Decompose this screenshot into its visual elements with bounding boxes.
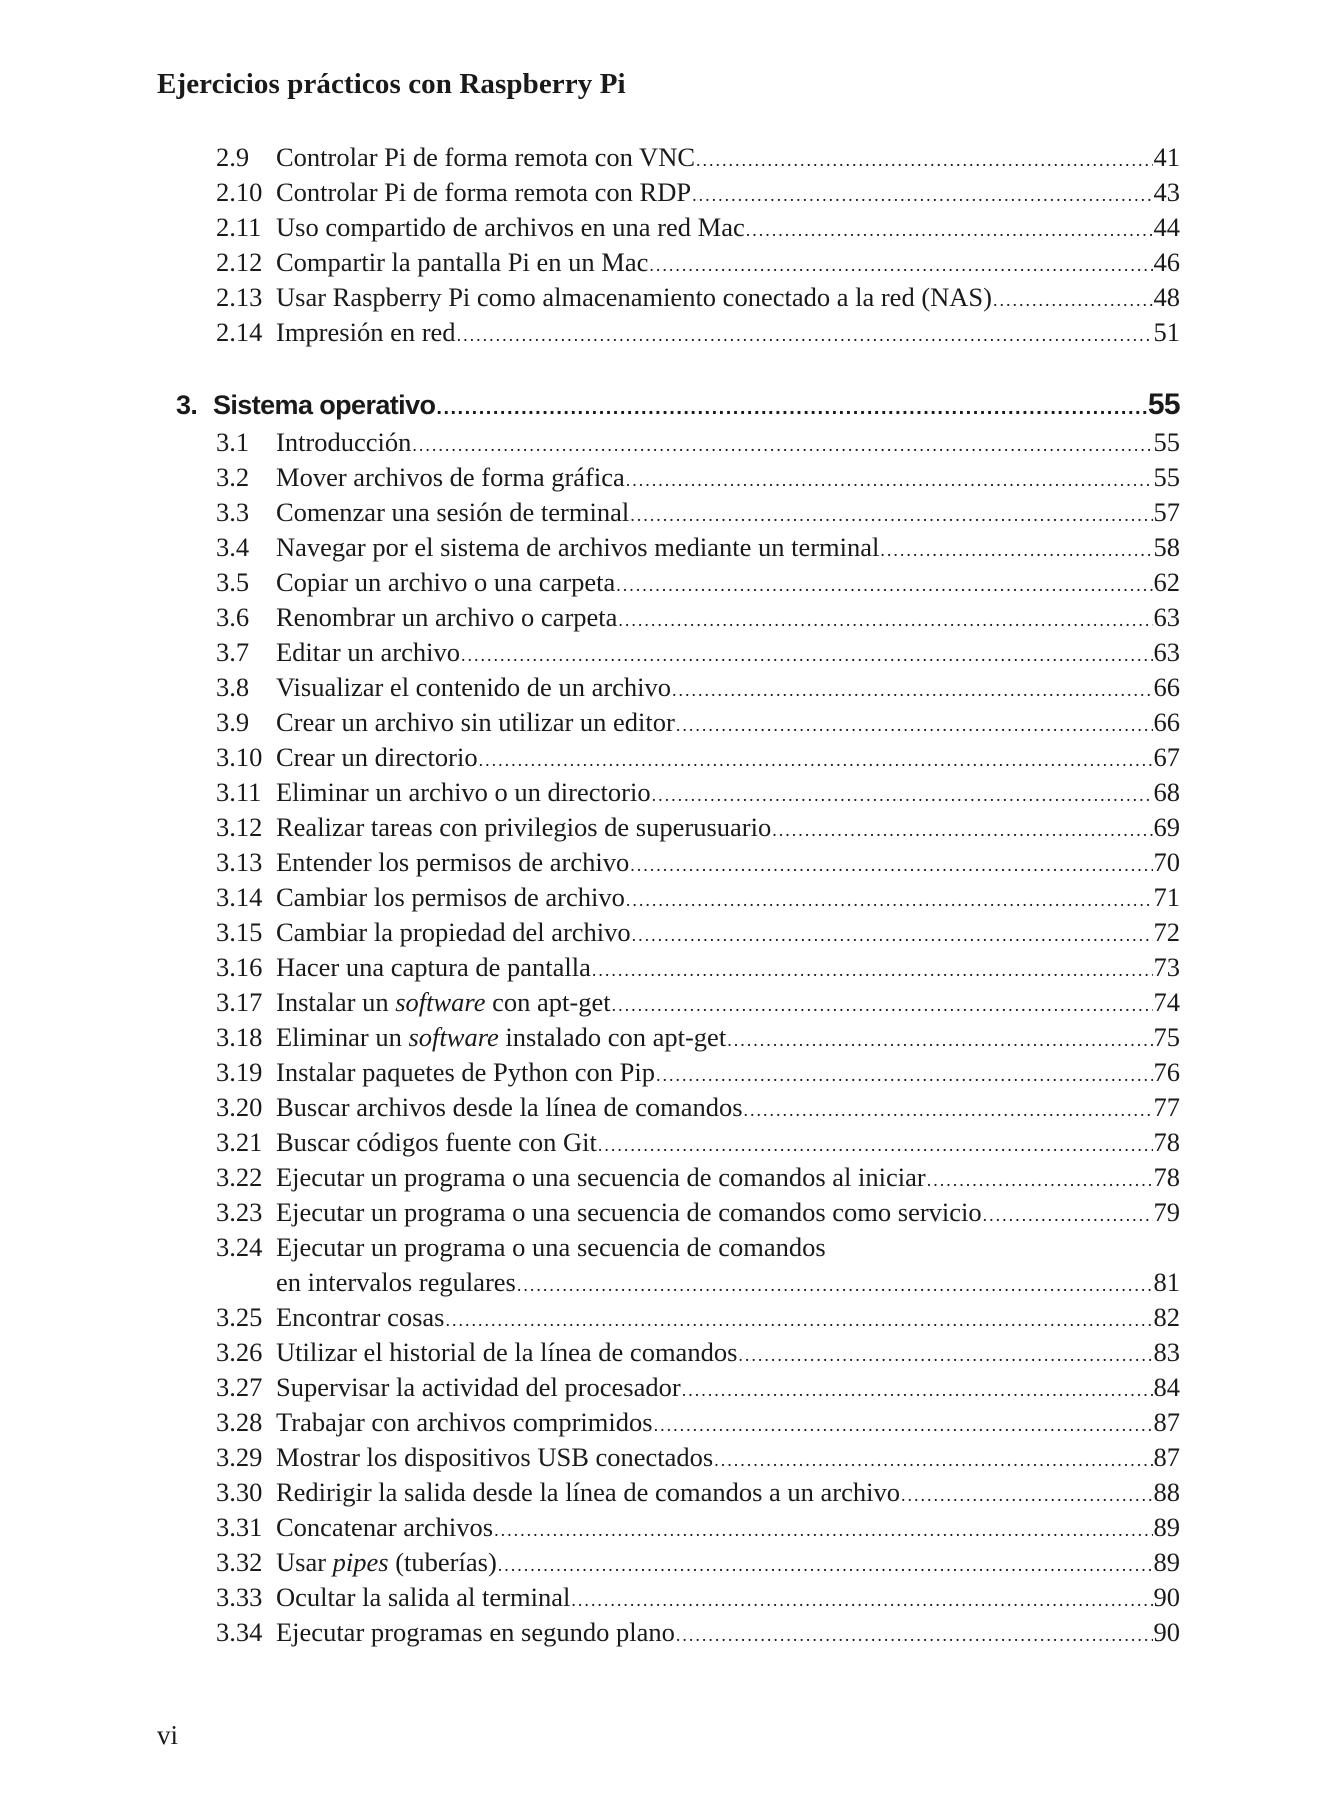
entry-page-number: 63 [1153,602,1180,632]
entry-number: 3.11 [216,777,262,807]
toc-entry[interactable] [0,985,1339,1020]
entry-title-part: instalado con apt-get [498,1022,727,1052]
dot-leader [461,638,1153,673]
toc-entry[interactable] [0,600,1339,635]
entry-title: Ocultar la salida al terminal [276,1582,571,1612]
entry-title-line [276,880,1180,918]
entry-title-line [276,1265,1180,1303]
entry-title-line [276,425,1180,463]
entry-title-line [276,175,1180,213]
dot-leader [927,1163,1153,1198]
entry-title-line [276,1300,1180,1338]
entry-title-line [276,1230,1180,1265]
entry-title-line [276,315,1180,353]
entry-number: 3.10 [216,742,263,772]
entry-page-number: 72 [1153,917,1180,947]
entry-page-number: 62 [1153,567,1180,597]
entry-title-line [276,915,1180,953]
entry-number: 3.5 [216,567,250,597]
entry-page-number: 89 [1153,1512,1180,1542]
entry-page-number: 75 [1153,1022,1180,1052]
toc-entry[interactable] [0,1300,1339,1335]
entry-title-line [276,1160,1180,1198]
toc-entry-continuation[interactable] [0,1265,1339,1300]
entry-title: Concatenar archivos [276,1512,494,1542]
entry-page-number: 66 [1153,707,1180,737]
toc-entry[interactable] [0,1370,1339,1405]
dot-leader [682,1373,1153,1408]
entry-title-part: (tuberías) [388,1547,497,1577]
toc-entry[interactable] [0,845,1339,880]
entry-title: Hacer una captura de pantalla [276,952,591,982]
entry-title: Ejecutar un programa o una secuencia de comandos como servicio [276,1197,982,1227]
entry-title: Utilizar el historial de la línea de comandos [276,1337,738,1367]
entry-page-number: 51 [1153,317,1180,347]
entry-number: 3.7 [216,637,250,667]
dot-leader [632,918,1153,953]
toc-entry[interactable] [0,1160,1339,1195]
entry-title-line [276,1090,1180,1128]
page-folio: vi [157,1720,179,1750]
entry-page-number: 66 [1153,672,1180,702]
entry-title-line [276,565,1180,603]
entry-number: 3.34 [216,1617,263,1647]
entry-page-number: 89 [1153,1547,1180,1577]
entry-page-number: 69 [1153,812,1180,842]
entry-title: Crear un directorio [276,742,478,772]
entry-title: Crear un archivo sin utilizar un editor [276,707,675,737]
entry-page-number: 74 [1153,987,1180,1017]
dot-leader [676,708,1153,743]
entry-title-line [276,1405,1180,1443]
entry-number: 3.25 [216,1302,263,1332]
toc-entry[interactable] [0,775,1339,810]
entry-title-line [276,635,1180,673]
entry-title-continuation: en intervalos regulares [276,1267,516,1297]
entry-number: 3.18 [216,1022,263,1052]
entry-page-number: 63 [1153,637,1180,667]
toc-entry[interactable] [0,810,1339,845]
dot-leader [649,248,1152,283]
chapter-title-line [213,385,1180,428]
entry-number: 2.13 [216,282,263,312]
entry-number: 2.9 [216,142,250,172]
dot-leader [993,283,1153,318]
toc-entry[interactable] [0,915,1339,950]
entry-title-line [276,280,1180,318]
dot-leader [714,1443,1152,1478]
entry-number: 3.15 [216,917,263,947]
toc-entry[interactable] [0,245,1339,280]
entry-number: 3.33 [216,1582,263,1612]
entry-number: 3.23 [216,1197,263,1227]
toc-entry[interactable] [0,1615,1339,1650]
entry-title-line [276,1545,1180,1583]
entry-page-number: 77 [1153,1092,1180,1122]
dot-leader [652,778,1153,813]
entry-title: Editar un archivo [276,637,460,667]
toc-entry[interactable] [0,565,1339,600]
dot-leader [616,568,1152,603]
toc-entry[interactable] [0,175,1339,210]
dot-leader [654,1408,1153,1443]
dot-leader [676,1618,1153,1653]
entry-title: Trabajar con archivos comprimidos [276,1407,653,1437]
toc-entry[interactable] [0,1405,1339,1440]
toc-entry[interactable] [0,880,1339,915]
dot-leader [571,1583,1152,1618]
dot-leader [630,498,1152,533]
entry-title-part: Instalar un [276,987,396,1017]
entry-page-number: 55 [1153,462,1180,492]
chapter-title: Sistema operativo [213,390,436,420]
toc-entry[interactable] [0,495,1339,530]
entry-number: 3.27 [216,1372,263,1402]
toc-section-3 [0,425,1339,1650]
toc-entry[interactable] [0,1580,1339,1615]
dot-leader [618,603,1152,638]
entry-title: Ejecutar un programa o una secuencia de comandos al iniciar [276,1162,926,1192]
entry-number: 3.31 [216,1512,263,1542]
entry-title: Encontrar cosas [276,1302,445,1332]
entry-page-number: 78 [1153,1127,1180,1157]
dot-leader [494,1513,1152,1548]
toc-entry[interactable] [0,1055,1339,1090]
entry-number: 3.29 [216,1442,263,1472]
entry-number: 3.2 [216,462,250,492]
entry-title-line [276,985,1180,1023]
toc-entry[interactable] [0,1090,1339,1125]
entry-title: Eliminar un archivo o un directorio [276,777,651,807]
entry-number: 3.28 [216,1407,263,1437]
toc-entry[interactable] [0,740,1339,775]
entry-title: Renombrar un archivo o carpeta [276,602,618,632]
toc-entry[interactable] [0,670,1339,705]
entry-title-line [276,1615,1180,1653]
dot-leader [436,388,1146,428]
entry-page-number: 87 [1153,1407,1180,1437]
entry-page-number: 48 [1153,282,1180,312]
entry-title-italic: software [408,1022,499,1052]
entry-title-line [276,1125,1180,1163]
dot-leader [656,1058,1152,1093]
chapter-page-number: 55 [1147,388,1180,421]
entry-title-line [276,670,1180,708]
entry-page-number: 68 [1153,777,1180,807]
entry-page-number: 82 [1153,1302,1180,1332]
entry-number: 3.24 [216,1232,263,1262]
toc-entry[interactable] [0,1545,1339,1580]
entry-page-number: 79 [1153,1197,1180,1227]
entry-number: 3.22 [216,1162,263,1192]
entry-number: 2.14 [216,317,263,347]
entry-title-italic: software [395,987,486,1017]
entry-title-line [276,845,1180,883]
entry-page-number: 78 [1153,1162,1180,1192]
entry-title: Redirigir la salida desde la línea de comandos a un archivo [276,1477,901,1507]
entry-title-part: Eliminar un [276,1022,409,1052]
entry-number: 3.20 [216,1092,263,1122]
entry-number: 3.14 [216,882,263,912]
toc-entry[interactable] [0,950,1339,985]
dot-leader [630,848,1152,883]
entry-title: Impresión en red [276,317,456,347]
entry-page-number: 81 [1153,1267,1180,1297]
entry-title-line [276,1370,1180,1408]
dot-leader [738,1338,1152,1373]
entry-page-number: 73 [1153,952,1180,982]
entry-title-italic: pipes [332,1547,389,1577]
entry-title-line [276,1580,1180,1618]
entry-title-line [276,140,1180,178]
entry-title: Visualizar el contenido de un archivo [276,672,672,702]
entry-title: Buscar códigos fuente con Git [276,1127,597,1157]
dot-leader [446,1303,1153,1338]
entry-number: 2.12 [216,247,263,277]
entry-title-line [276,530,1180,568]
entry-title-line [276,495,1180,533]
entry-title-line [276,1475,1180,1513]
toc-entry[interactable] [0,1510,1339,1545]
toc-entry[interactable] [0,460,1339,495]
dot-leader [592,953,1153,988]
entry-page-number: 83 [1153,1337,1180,1367]
entry-title-line [276,705,1180,743]
toc-entry[interactable] [0,1335,1339,1370]
entry-title: Comenzar una sesión de terminal [276,497,630,527]
section-gap [0,350,1339,385]
toc-entry[interactable] [0,530,1339,565]
entry-page-number: 84 [1153,1372,1180,1402]
entry-title [276,1020,726,1055]
entry-number: 3.30 [216,1477,263,1507]
entry-title-line [276,460,1180,498]
entry-page-number: 43 [1153,177,1180,207]
entry-number: 3.9 [216,707,250,737]
entry-number: 3.1 [216,427,250,457]
entry-title-line [276,775,1180,813]
dot-leader [901,1478,1152,1513]
entry-page-number: 41 [1153,142,1180,172]
toc-entry[interactable] [0,1440,1339,1475]
toc-section-2-continued [0,140,1339,350]
entry-page-number: 44 [1153,212,1180,242]
table-of-contents [0,140,1339,1650]
entry-title: Mostrar los dispositivos USB conectados [276,1442,714,1472]
entry-title: Supervisar la actividad del procesador [276,1372,681,1402]
entry-title-line [276,1335,1180,1373]
dot-leader [672,673,1152,708]
entry-number: 3.12 [216,812,263,842]
dot-leader [626,463,1153,498]
dot-leader [412,428,1152,463]
dot-leader [727,1023,1152,1058]
entry-title-line [276,245,1180,283]
entry-number: 3.26 [216,1337,263,1367]
entry-number: 3.16 [216,952,263,982]
toc-entry[interactable] [0,1230,1339,1265]
entry-number: 3.8 [216,672,250,702]
entry-title: Introducción [276,427,412,457]
chapter-number: 3. [176,390,198,420]
dot-leader [880,533,1152,568]
dot-leader [746,213,1153,248]
toc-entry[interactable] [0,1195,1339,1230]
entry-title-line [276,1440,1180,1478]
entry-title: Mover archivos de forma gráfica [276,462,625,492]
entry-page-number: 58 [1153,532,1180,562]
entry-title: Uso compartido de archivos en una red Mac [276,212,745,242]
entry-page-number: 87 [1153,1442,1180,1472]
entry-title-part: Usar [276,1547,333,1577]
running-head: Ejercicios prácticos con Raspberry Pi [157,68,626,100]
toc-entry[interactable] [0,635,1339,670]
entry-title: Navegar por el sistema de archivos mediante un terminal [276,532,880,562]
entry-page-number: 67 [1153,742,1180,772]
entry-title: Copiar un archivo o una carpeta [276,567,616,597]
entry-title-line [276,1195,1180,1233]
toc-entry[interactable] [0,705,1339,740]
entry-page-number: 88 [1153,1477,1180,1507]
entry-title-line [276,1055,1180,1093]
entry-title-line [276,740,1180,778]
entry-title-line [276,1510,1180,1548]
entry-title: Realizar tareas con privilegios de superusuario [276,812,772,842]
toc-entry[interactable] [0,1475,1339,1510]
dot-leader [696,143,1152,178]
entry-title: Cambiar los permisos de archivo [276,882,625,912]
toc-entry[interactable] [0,210,1339,245]
dot-leader [498,1548,1153,1583]
entry-title: Controlar Pi de forma remota con RDP [276,177,692,207]
entry-title: Cambiar la propiedad del archivo [276,917,631,947]
entry-title: Usar Raspberry Pi como almacenamiento conectado a la red (NAS) [276,282,992,312]
dot-leader [517,1268,1153,1303]
entry-number: 3.17 [216,987,263,1017]
entry-number: 3.21 [216,1127,263,1157]
dot-leader [983,1198,1153,1233]
entry-title-line [276,810,1180,848]
dot-leader [612,988,1153,1023]
entry-title: Instalar paquetes de Python con Pip [276,1057,656,1087]
toc-entry[interactable] [0,1020,1339,1055]
entry-title-line [276,210,1180,248]
dot-leader [626,883,1153,918]
dot-leader [457,318,1153,353]
entry-title: Ejecutar un programa o una secuencia de comandos [276,1232,826,1262]
entry-number: 3.32 [216,1547,263,1577]
entry-number: 3.3 [216,497,250,527]
entry-page-number: 71 [1153,882,1180,912]
entry-title-line [276,950,1180,988]
entry-page-number: 70 [1153,847,1180,877]
entry-page-number: 55 [1153,427,1180,457]
entry-title [276,1545,497,1580]
entry-title [276,985,611,1020]
toc-entry[interactable] [0,315,1339,350]
toc-entry[interactable] [0,425,1339,460]
entry-number: 3.6 [216,602,250,632]
entry-page-number: 46 [1153,247,1180,277]
toc-entry[interactable] [0,1125,1339,1160]
entry-number: 2.11 [216,212,262,242]
entry-title-line [276,600,1180,638]
entry-number: 3.13 [216,847,263,877]
chapter-heading[interactable] [0,385,1339,425]
dot-leader [692,178,1152,213]
entry-page-number: 90 [1153,1582,1180,1612]
entry-page-number: 76 [1153,1057,1180,1087]
toc-entry[interactable] [0,140,1339,175]
toc-entry[interactable] [0,280,1339,315]
entry-number: 3.4 [216,532,250,562]
entry-title-part: con apt-get [485,987,611,1017]
dot-leader [772,813,1152,848]
dot-leader [479,743,1153,778]
entry-number: 2.10 [216,177,263,207]
entry-title: Ejecutar programas en segundo plano [276,1617,675,1647]
entry-title: Entender los permisos de archivo [276,847,630,877]
dot-leader [598,1128,1153,1163]
entry-page-number: 57 [1153,497,1180,527]
dot-leader [744,1093,1153,1128]
entry-title: Controlar Pi de forma remota con VNC [276,142,696,172]
entry-number: 3.19 [216,1057,263,1087]
entry-title: Compartir la pantalla Pi en un Mac [276,247,649,277]
entry-page-number: 90 [1153,1617,1180,1647]
entry-title: Buscar archivos desde la línea de comandos [276,1092,743,1122]
entry-title-line [276,1020,1180,1058]
